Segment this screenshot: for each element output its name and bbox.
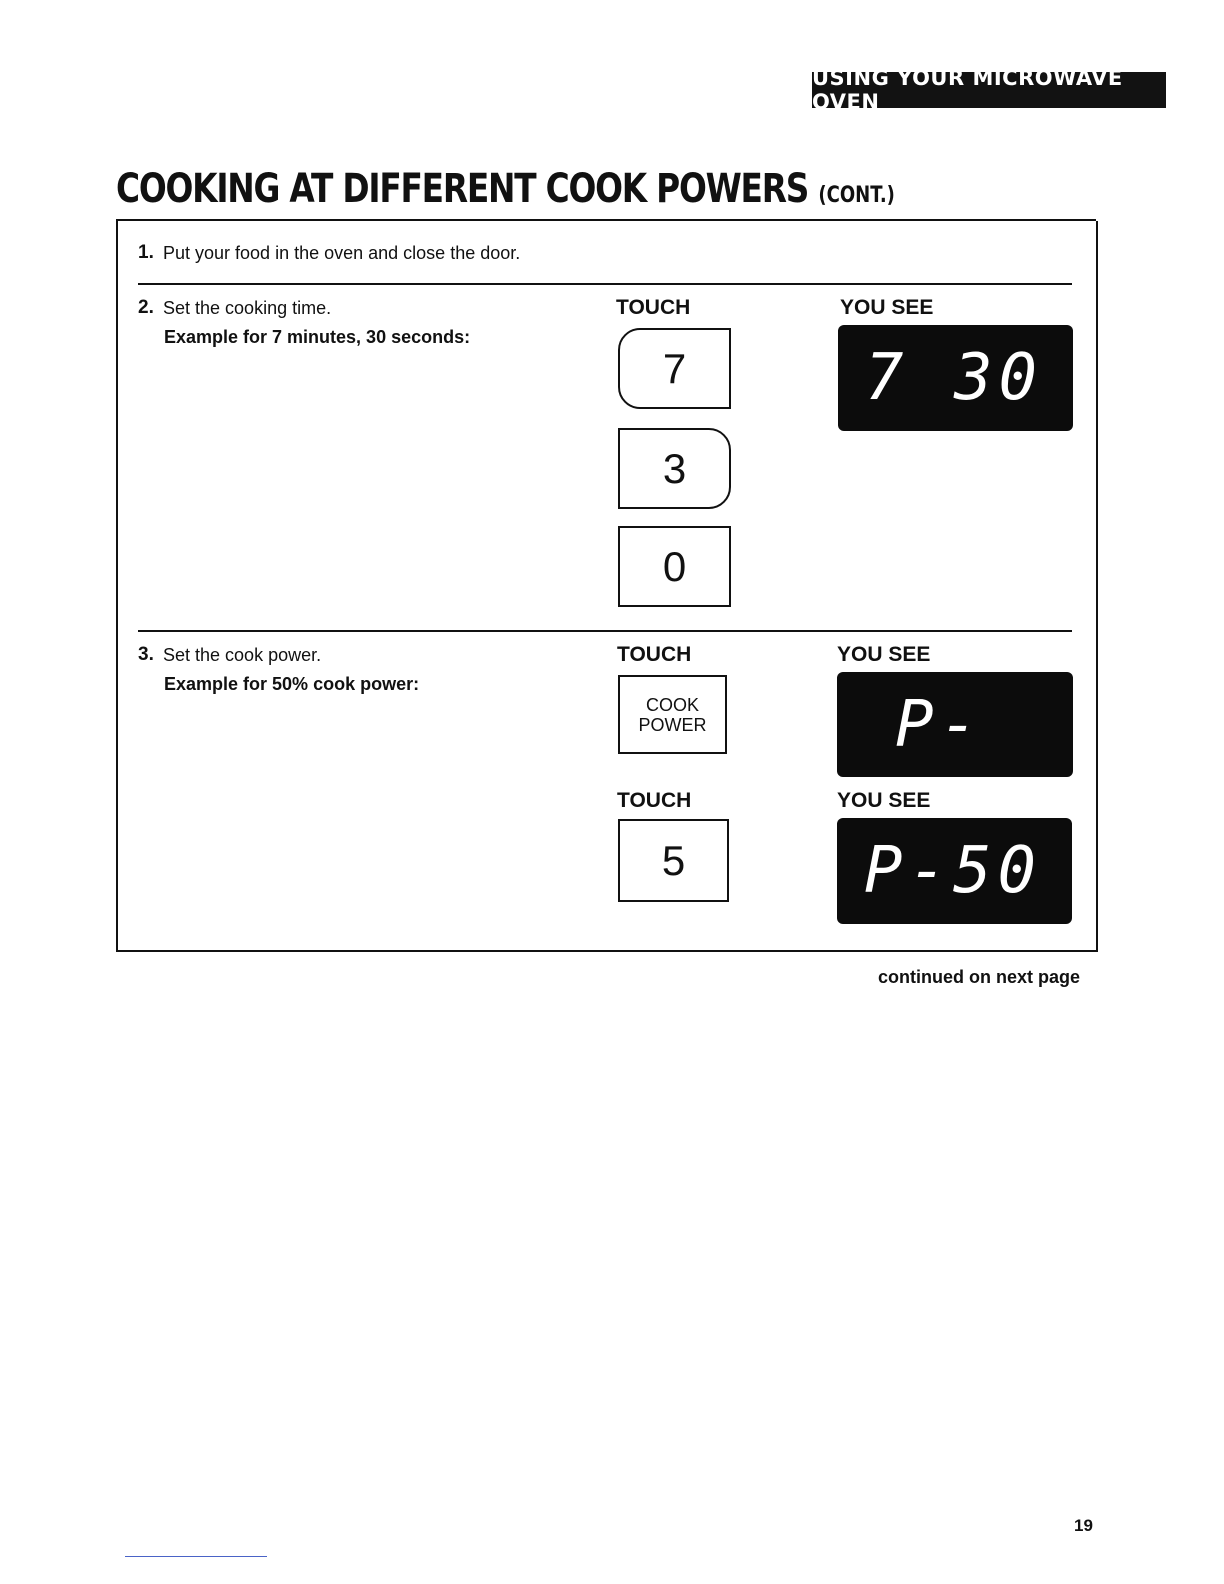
step-3-number: 3.	[138, 644, 154, 665]
cook-power-line-1: COOK	[645, 694, 699, 715]
step-2-text: Set the cooking time.	[163, 298, 332, 318]
page-title-suffix: (CONT.)	[818, 183, 895, 208]
display-power-set-readout: P-50	[863, 834, 1042, 908]
step-2-example: Example for 7 minutes, 30 seconds:	[164, 327, 471, 347]
step-2-number: 2.	[138, 297, 154, 318]
step-3-text: Set the cook power.	[163, 645, 322, 665]
divider-2	[138, 630, 1072, 632]
page-number: 19	[1074, 1516, 1093, 1535]
divider-1	[138, 283, 1072, 285]
continued-note: continued on next page	[878, 967, 1081, 987]
step-1-text: Put your food in the oven and close the door.	[163, 243, 521, 263]
step-2-see-label: YOU SEE	[840, 296, 934, 319]
cook-power-button[interactable]	[618, 675, 727, 754]
footer-rule	[125, 1556, 267, 1557]
step-3b-see-label: YOU SEE	[837, 789, 931, 812]
section-tab: USING YOUR MICROWAVE OVEN	[812, 72, 1166, 108]
key-7-button[interactable]: 7	[618, 328, 731, 409]
step-3-see-label: YOU SEE	[837, 643, 931, 666]
key-3-button[interactable]: 3	[618, 428, 731, 509]
page-title	[116, 166, 895, 212]
cook-power-line-2: POWER	[638, 714, 707, 735]
key-0-button[interactable]: 0	[618, 526, 731, 607]
step-2-touch-label: TOUCH	[616, 296, 691, 319]
step-1-number: 1.	[138, 242, 154, 263]
display-time	[838, 325, 1073, 431]
step-3-touch-label: TOUCH	[617, 643, 692, 666]
display-power-prompt-readout: P-	[895, 687, 985, 762]
display-power-prompt	[837, 672, 1073, 777]
display-time-readout: 7 30	[864, 341, 1043, 415]
display-power-set	[837, 818, 1072, 924]
step-3b-touch-label: TOUCH	[617, 789, 692, 812]
key-5-button[interactable]: 5	[618, 819, 729, 902]
page-title-main: COOKING AT DIFFERENT COOK POWERS	[116, 166, 809, 212]
step-3-example: Example for 50% cook power:	[164, 674, 420, 694]
